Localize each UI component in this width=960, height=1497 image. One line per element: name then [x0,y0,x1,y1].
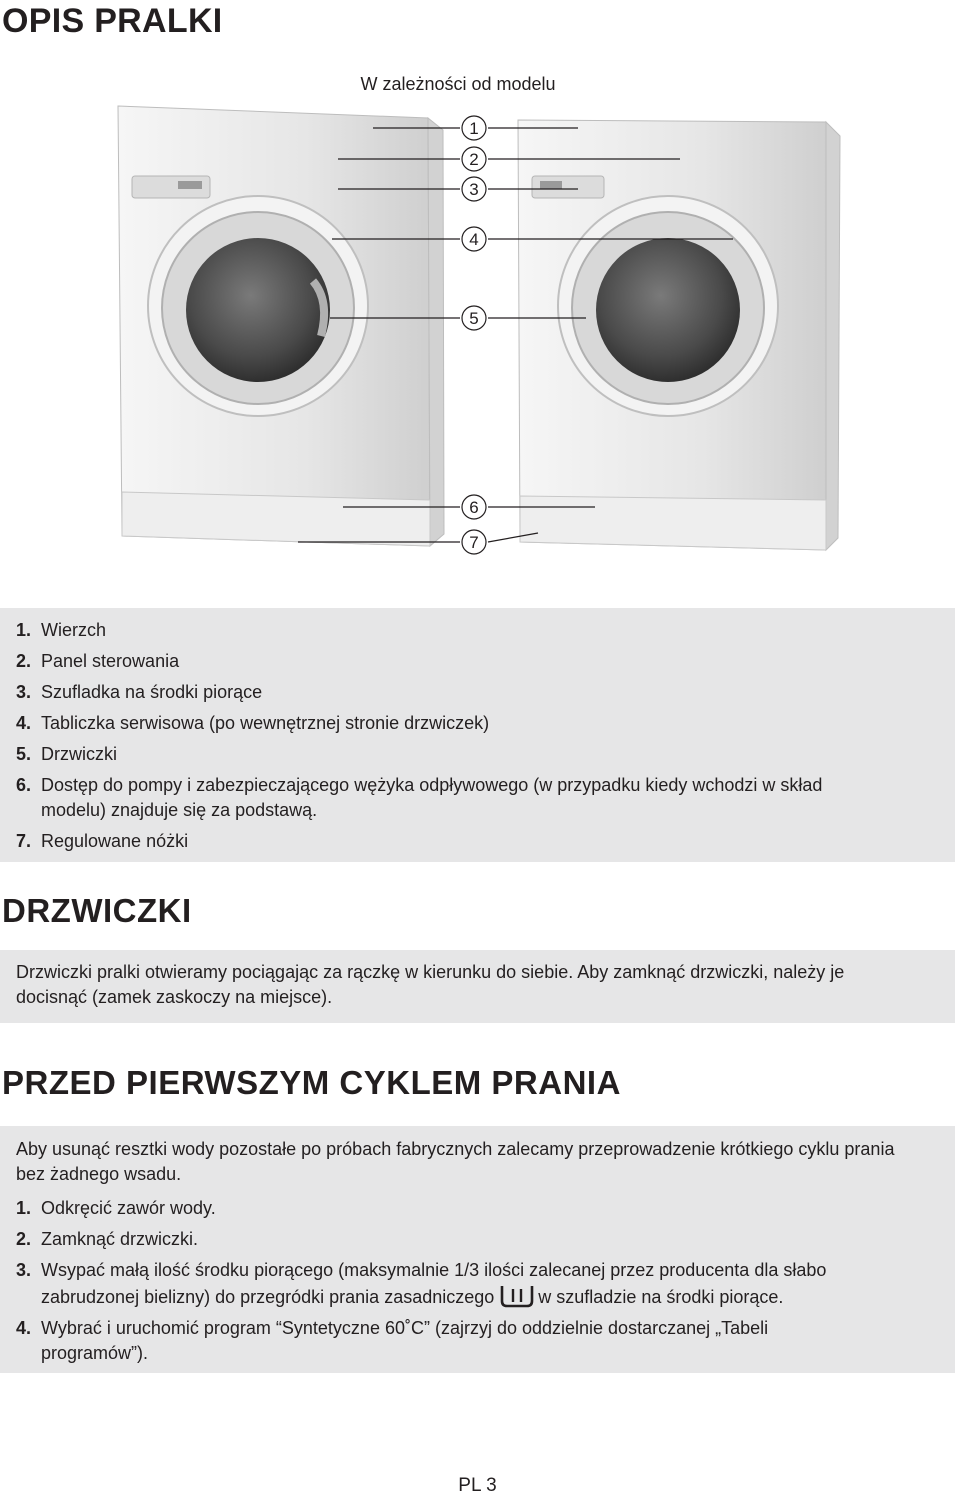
list-item: 1. Odkręcić zawór wody. [16,1198,216,1218]
parts-list [0,615,955,857]
svg-text:3: 3 [469,180,479,199]
callout-2 [462,147,486,171]
svg-text:7: 7 [469,533,479,552]
list-item: 3. Szufladka na środki piorące [16,682,263,702]
parts-list-box [0,608,955,862]
list-item: 2. Zamknąć drzwiczki. [16,1229,199,1249]
list-item: 7. Regulowane nóżki [16,831,189,851]
washer-right [518,120,840,550]
callout-5 [462,306,486,330]
figure-caption: W zależności od modelu [360,74,556,94]
section-heading-door: DRZWICZKI [2,892,192,929]
washer-left [118,106,444,546]
list-item: 3. Wsypać małą ilość środku piorącego (maksymalnie 1/3 ilości zalecanej przez producenta dla słabo zabrudzonej bielizny) do przegródki prania zasadniczego w szufladzie na środki piorące. [16,1260,827,1307]
first-cycle-intro: Aby usunąć resztki wody pozostałe po próbach fabrycznych zalecamy przeprowadzenie krótkiego cyklu prania bez żadnego wsadu. [16,1139,895,1184]
page-number: PL 3 [458,1475,497,1496]
page-title: OPIS PRALKI [2,2,223,40]
washing-machines-illustration [108,96,848,566]
list-item: 6. Dostęp do pompy i zabezpieczającego wężyka odpływowego (w przypadku kiedy wchodzi w skład modelu) znajduje się za podstawą. [16,775,823,820]
svg-text:1: 1 [469,119,479,138]
callout-1 [462,116,486,140]
list-item: 1. Wierzch [16,620,107,640]
door-box [0,950,955,1023]
svg-text:6: 6 [469,498,479,517]
callout-4 [462,227,486,251]
section-heading-first-cycle: PRZED PIERWSZYM CYKLEM PRANIA [2,1064,621,1101]
first-cycle-box [0,1126,955,1373]
callout-7 [462,530,486,554]
svg-text:5: 5 [469,309,479,328]
svg-text:4: 4 [469,230,479,249]
first-cycle-steps [0,1193,955,1369]
list-item: 4. Wybrać i uruchomić program “Syntetyczne 60˚C” (zajrzyj do oddzielnie dostarczanej „Tabeli programów”). [16,1318,769,1363]
callout-3 [462,177,486,201]
door-text: Drzwiczki pralki otwieramy pociągając za rączkę w kierunku do siebie. Aby zamknąć drzwiczki, należy je docisnąć (zamek zaskoczy na miejsce). [16,962,845,1007]
main-wash-compartment-icon [500,1283,534,1309]
list-item: 4. Tabliczka serwisowa (po wewnętrznej stronie drzwiczek) [16,713,490,733]
list-item: 5. Drzwiczki [16,744,117,764]
list-item: 2. Panel sterowania [16,651,180,671]
svg-text:2: 2 [469,150,479,169]
callout-6 [462,495,486,519]
